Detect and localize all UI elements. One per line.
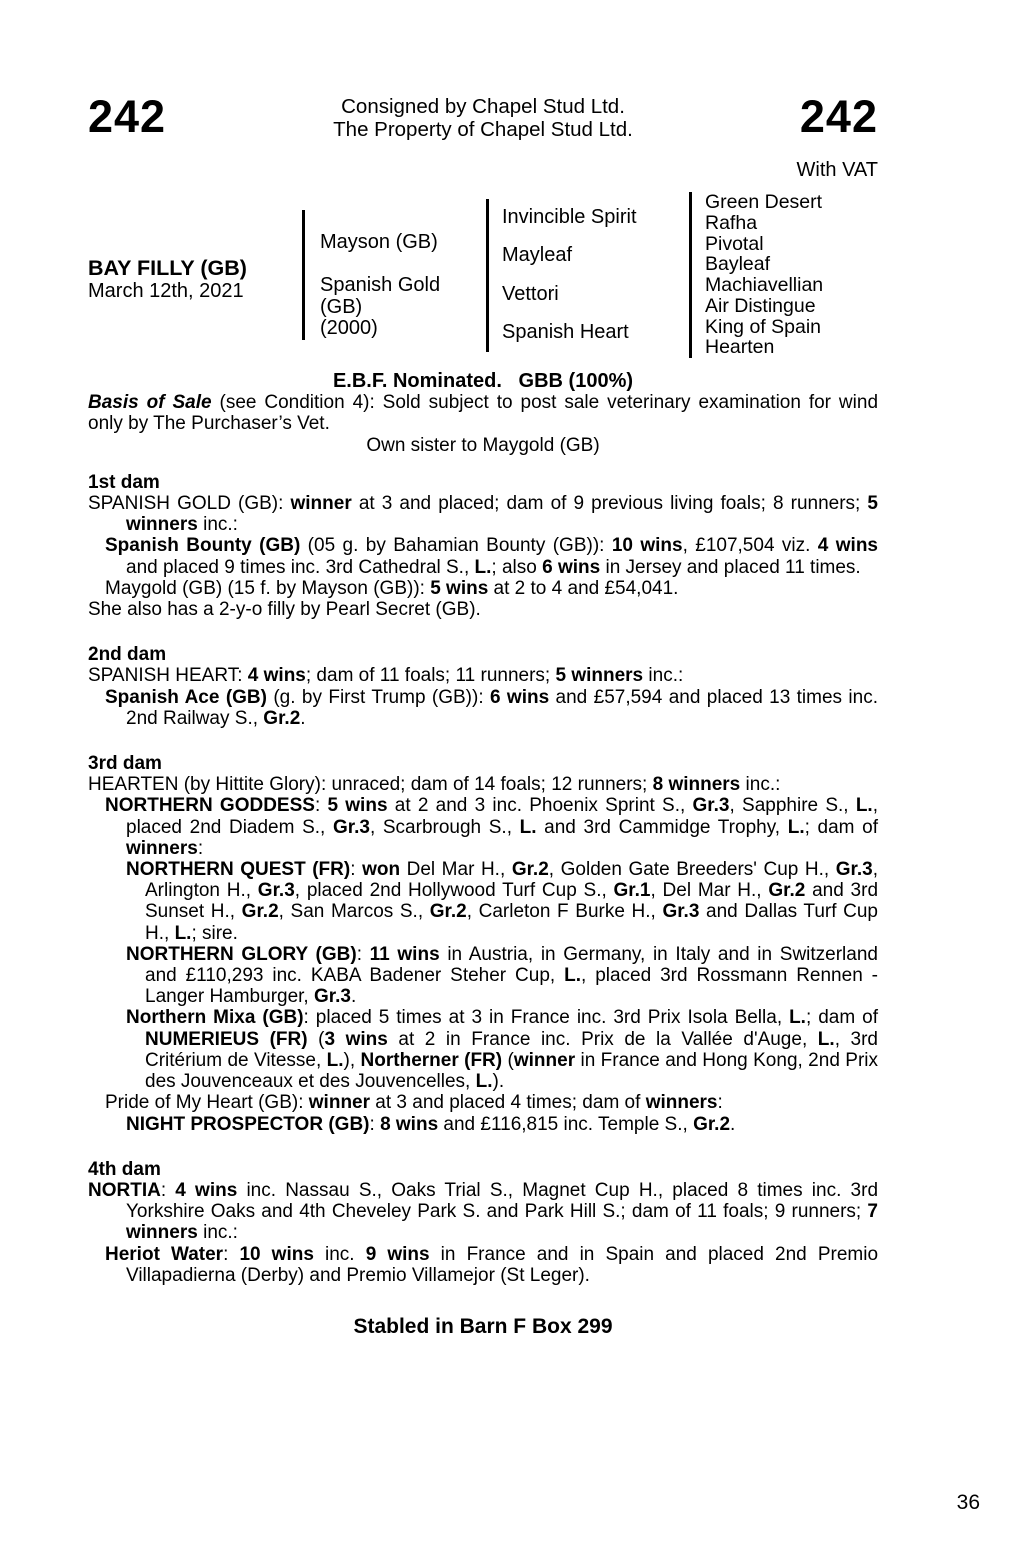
text-run: Spanish Ace (GB) xyxy=(105,686,267,708)
lot-number-right: 242 xyxy=(799,91,878,142)
text-run: 5 wins xyxy=(430,577,489,599)
text-run: 7 winners xyxy=(126,1201,878,1244)
dam-heading: 1st dam xyxy=(88,471,160,493)
text-run: Del Mar H., xyxy=(400,859,512,881)
dam-sections xyxy=(88,472,878,1286)
text-run: inc. xyxy=(313,1243,366,1265)
text-run: 9 wins xyxy=(365,1243,430,1265)
gen3-name: Air Distingue xyxy=(705,294,816,317)
text-run: L. xyxy=(817,1028,835,1050)
text-run: L. xyxy=(326,1049,344,1071)
dam-suffix-line: (GB) xyxy=(320,295,363,318)
text-run: , Del Mar H., xyxy=(650,880,769,902)
text-run: L. xyxy=(789,1007,806,1029)
text-run: L. xyxy=(174,922,192,944)
text-run: SPANISH HEART: xyxy=(88,665,248,687)
text-run: ; dam of xyxy=(804,816,878,838)
pedigree-paragraph xyxy=(88,1092,878,1113)
horse-name: BAY FILLY (GB) xyxy=(88,256,247,280)
text-run: : xyxy=(356,943,370,965)
text-run: in France and Hong Kong, 2nd Prix des Jouvenceaux et des Jouvencelles, xyxy=(145,1049,879,1093)
pedigree-paragraph xyxy=(88,493,878,535)
text-run: L. xyxy=(855,795,873,817)
pedigree-paragraph xyxy=(88,578,878,599)
pedigree-paragraph xyxy=(88,774,878,795)
text-run: : xyxy=(369,1113,381,1135)
pedigree-generation-2 xyxy=(486,199,689,352)
text-run: NORTIA xyxy=(88,1179,161,1201)
text-run: . xyxy=(730,1113,736,1135)
text-run: 8 wins xyxy=(380,1113,439,1135)
dam-section xyxy=(88,1159,878,1286)
pedigree-paragraph xyxy=(88,535,878,577)
text-run: 5 winners xyxy=(555,665,644,687)
text-run: ; sire. xyxy=(191,922,238,944)
text-run: L. xyxy=(475,1071,493,1093)
text-run: in France and in Spain and placed 2nd Premio Villapadierna (Derby) and Premio Villamejor (St Leger). xyxy=(126,1243,879,1286)
consignor-block xyxy=(258,94,708,141)
pedigree-generation-1 xyxy=(302,210,486,340)
text-run: 10 wins xyxy=(239,1243,314,1265)
text-run: , £107,504 viz. xyxy=(682,535,818,557)
pedigree-cell-sire-dam: Mayleaf xyxy=(502,244,573,267)
text-run: NORTHERN GODDESS xyxy=(105,795,315,817)
text-run: : xyxy=(223,1243,240,1265)
text-run: : xyxy=(314,795,328,817)
text-run: ; also xyxy=(491,556,543,578)
page-header xyxy=(88,91,878,142)
pedigree-paragraph xyxy=(88,859,878,944)
text-run: . xyxy=(350,986,357,1008)
text-run: Gr.2 xyxy=(511,859,549,881)
pedigree-paragraph xyxy=(88,665,878,686)
pedigree-paragraph xyxy=(88,687,878,729)
pedigree-cell-sire-sire: Invincible Spirit xyxy=(502,206,637,229)
text-run: at 3 and placed; dam of 9 previous living foals; 8 runners; xyxy=(351,493,868,515)
text-run: Spanish Bounty (GB) xyxy=(105,535,301,557)
basis-of-sale xyxy=(88,392,878,434)
text-run: Northerner (FR) xyxy=(360,1049,503,1071)
text-run: Gr.3 xyxy=(692,795,730,817)
text-run: SPANISH GOLD (GB): xyxy=(88,493,291,515)
text-run: ). xyxy=(492,1071,505,1093)
sire-name: Mayson (GB) xyxy=(320,230,438,253)
text-run: 3 wins xyxy=(324,1028,388,1050)
text-run: winner xyxy=(513,1049,576,1071)
text-run: ; dam of 11 foals; 11 runners; xyxy=(305,665,556,687)
text-run: 4 wins xyxy=(175,1179,238,1201)
horse-foaling-date: March 12th, 2021 xyxy=(88,280,244,302)
dam-section xyxy=(88,753,878,1135)
text-run: winner xyxy=(308,1092,371,1114)
text-run: 8 winners xyxy=(652,774,741,796)
gen3-name: Pivotal xyxy=(705,232,764,255)
text-run: , Scarbrough S., xyxy=(369,816,520,838)
text-run: Heriot Water xyxy=(105,1243,224,1265)
dam-name-line: Spanish Gold xyxy=(320,273,441,296)
pedigree-paragraph xyxy=(88,1180,878,1244)
text-run: Gr.1 xyxy=(613,880,651,902)
pedigree-paragraph xyxy=(88,1114,878,1135)
text-run: Northern Mixa (GB) xyxy=(126,1007,304,1029)
lot-number-left: 242 xyxy=(88,91,167,142)
text-run: L. xyxy=(474,556,492,578)
text-run: (05 g. by Bahamian Bounty (GB)): xyxy=(300,535,612,557)
dam-section xyxy=(88,644,878,729)
pedigree-paragraph xyxy=(88,599,878,620)
text-run: L. xyxy=(519,816,537,838)
pedigree-paragraph xyxy=(88,795,878,859)
text-run: in Austria, in Germany, in Italy and in Switzerland and £110,293 inc. KABA Badener Steher Cup, xyxy=(145,943,878,987)
own-sister-line: Own sister to Maygold (GB) xyxy=(366,434,600,456)
text-run: 6 wins xyxy=(542,556,601,578)
text-run: NUMERIEUS (FR) xyxy=(145,1028,308,1050)
text-run: : xyxy=(197,837,204,859)
text-run: 11 wins xyxy=(369,943,440,965)
text-run: Pride of My Heart (GB): xyxy=(105,1092,309,1114)
text-run: Gr.2 xyxy=(263,707,301,729)
text-run: Gr.3 xyxy=(662,901,700,923)
text-run: : placed 5 times at 3 in France inc. 3rd Prix Isola Bella, xyxy=(303,1007,790,1029)
text-run: at 2 to 4 and £54,041. xyxy=(488,577,679,599)
text-run: NIGHT PROSPECTOR (GB) xyxy=(126,1113,370,1135)
text-run: winners xyxy=(126,837,198,859)
dam-heading: 2nd dam xyxy=(88,644,167,666)
page-number: 36 xyxy=(956,1491,980,1514)
text-run: Gr.3 xyxy=(835,859,873,881)
text-run: 6 wins xyxy=(489,686,550,708)
text-run: Gr.3 xyxy=(257,880,295,902)
text-run: Basis of Sale xyxy=(88,392,212,414)
text-run: inc. Nassau S., Oaks Trial S., Magnet Cup H., placed 8 times inc. 3rd Yorkshire Oaks and 4th Cheveley Park S. and Park Hill S.; dam of 11 foals; 9 runners; xyxy=(126,1179,879,1223)
text-run: at 2 in France inc. Prix de la Vallée d'Auge, xyxy=(387,1028,818,1050)
text-run: and placed 9 times inc. 3rd Cathedral S., xyxy=(126,556,475,578)
property-line: The Property of Chapel Stud Ltd. xyxy=(333,118,633,141)
text-run: Gr.3 xyxy=(314,986,351,1008)
gen3-name: Machiavellian xyxy=(705,274,824,296)
text-run: , Carleton F Burke H., xyxy=(466,901,663,923)
dam-heading: 3rd dam xyxy=(88,753,162,775)
dam-heading: 4th dam xyxy=(88,1158,161,1180)
text-run: and 3rd Cammidge Trophy, xyxy=(536,816,788,838)
dam-year-line: (2000) xyxy=(320,317,378,340)
text-run: NORTHERN GLORY (GB) xyxy=(126,943,357,965)
text-run: and £116,815 inc. Temple S., xyxy=(438,1113,694,1135)
text-run: . xyxy=(300,707,306,729)
text-run: Gr.2 xyxy=(693,1113,731,1135)
text-run: at 2 and 3 inc. Phoenix Sprint S., xyxy=(387,795,693,817)
catalogue-page xyxy=(88,0,878,1338)
text-run: , 3rd Critérium de Vitesse, xyxy=(145,1028,878,1071)
pedigree-table xyxy=(88,191,878,359)
text-run: She also has a 2-y-o filly by Pearl Secret (GB). xyxy=(88,599,481,621)
pedigree-paragraph xyxy=(88,944,878,1008)
text-run: and £57,594 and placed 13 times inc. 2nd Railway S., xyxy=(126,686,878,729)
text-run: Gr.2 xyxy=(429,901,467,923)
text-run: , placed 3rd Rossmann Rennen - Langer Hamburger, xyxy=(145,965,878,1008)
text-run: 5 wins xyxy=(327,795,388,817)
text-run: , placed 2nd Hollywood Turf Cup S., xyxy=(294,880,614,902)
gen3-name: Hearten xyxy=(705,336,775,359)
text-run: and 3rd Sunset H., xyxy=(145,880,879,923)
gen3-name: King of Spain xyxy=(705,315,822,338)
text-run: (g. by First Trump (GB)): xyxy=(266,686,490,708)
gen3-name: Green Desert xyxy=(705,191,823,213)
text-run: winners xyxy=(645,1092,718,1114)
text-run: inc.: xyxy=(197,514,238,536)
text-run: Gr.2 xyxy=(241,901,279,923)
text-run: ( xyxy=(502,1049,514,1071)
text-run: , Golden Gate Breeders' Cup H., xyxy=(548,859,836,881)
pedigree-cell-dam-sire: Vettori xyxy=(502,282,559,305)
text-run: inc.: xyxy=(740,774,781,796)
text-run: , placed 2nd Diadem S., xyxy=(126,795,878,838)
text-run: 5 winners xyxy=(126,493,878,536)
pedigree-cell-dam-dam: Spanish Heart xyxy=(502,320,629,343)
pedigree-cell-sire xyxy=(305,210,486,275)
text-run: , San Marcos S., xyxy=(278,901,430,923)
nomination-line: E.B.F. Nominated. GBB (100%) xyxy=(332,370,634,392)
vat-note: With VAT xyxy=(796,159,878,181)
text-run: and Dallas Turf Cup H., xyxy=(145,901,878,944)
text-run: L. xyxy=(564,965,581,987)
dam-section xyxy=(88,472,878,620)
text-run: , Arlington H., xyxy=(145,859,879,902)
text-run: 4 wins xyxy=(817,535,878,557)
text-run: Maygold (GB) (15 f. by Mayson (GB)): xyxy=(105,577,431,599)
pedigree-paragraph xyxy=(88,1244,878,1286)
text-run: HEARTEN (by Hittite Glory): unraced; dam of 14 foals; 12 runners; xyxy=(88,774,653,796)
text-run: inc.: xyxy=(197,1222,238,1244)
text-run: (see Condition 4): Sold subject to post sale veterinary examination for wind only by The Purchaser’s Vet. xyxy=(88,392,879,435)
text-run: Gr.2 xyxy=(768,880,806,902)
pedigree-generation-3 xyxy=(689,192,875,358)
gen3-name: Rafha xyxy=(705,211,758,234)
text-run: : xyxy=(160,1179,176,1201)
text-run: , Sapphire S., xyxy=(729,795,856,817)
text-run: inc.: xyxy=(643,665,684,687)
text-run: Gr.3 xyxy=(332,816,370,838)
text-run: : xyxy=(350,859,363,881)
text-run: in Jersey and placed 11 times. xyxy=(600,556,861,578)
pedigree-cell-dam xyxy=(305,275,486,340)
text-run: : xyxy=(717,1092,723,1114)
text-run: won xyxy=(362,859,401,881)
text-run: ; dam of xyxy=(805,1007,878,1029)
text-run: L. xyxy=(787,816,805,838)
text-run: at 3 and placed 4 times; dam of xyxy=(370,1092,646,1114)
pedigree-paragraph xyxy=(88,1007,878,1092)
text-run: ), xyxy=(343,1049,361,1071)
text-run: 4 wins xyxy=(247,665,306,687)
gen3-name: Bayleaf xyxy=(705,253,771,276)
text-run: ( xyxy=(307,1028,325,1050)
pedigree-horse-block xyxy=(88,247,302,303)
text-run: winner xyxy=(290,493,352,515)
stabled-line: Stabled in Barn F Box 299 xyxy=(353,1314,613,1338)
consignor-line: Consigned by Chapel Stud Ltd. xyxy=(341,95,625,118)
text-run: 10 wins xyxy=(611,535,683,557)
text-run: NORTHERN QUEST (FR) xyxy=(126,859,351,881)
